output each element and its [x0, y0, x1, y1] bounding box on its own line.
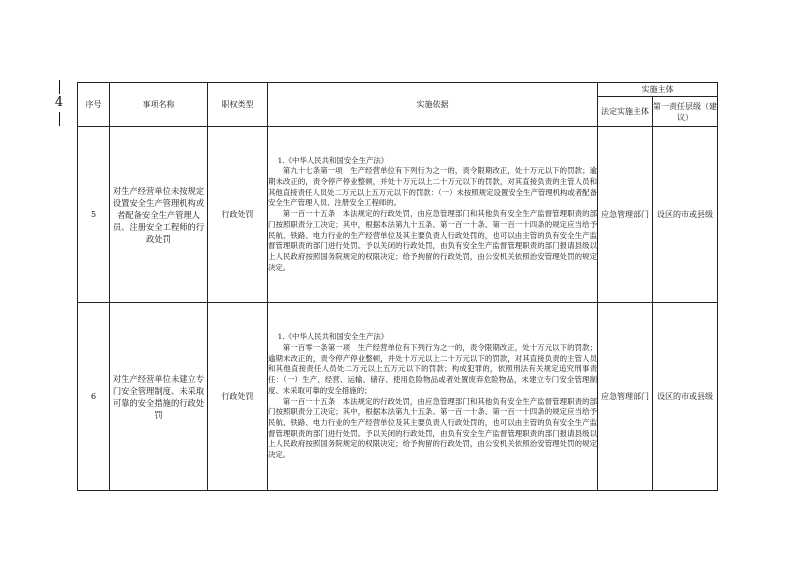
basis-paragraph: 第一百一十五条 本法规定的行政处罚，由应急管理部门和其他负有安全生产监督管理职责的部门按照职责分工决定；其中，根据本法第九十五条、第一百一十条、第一百一十四条的规定应当给予民航、铁路、电力行业的生产经营单位及其主要负责人行政处罚的，也可以由主管的负有安全生产监督管理职责的部门进行处罚。予以关闭的行政处罚，由负有安全生产监督管理职责的部门报请县级以上人民政府按照国务院规定的权限决定；给予拘留的行政处罚，由公安机关依照治安管理处罚的规定决定。	[268, 209, 597, 272]
authority-table	[77, 82, 718, 491]
row-authority-type: 行政处罚	[208, 303, 268, 491]
row-first-responsibility: 设区的市或县级	[653, 127, 718, 303]
page-number-dash-bottom	[59, 112, 60, 126]
row-authority-type: 行政处罚	[208, 127, 268, 303]
page-number-dash-top	[59, 80, 60, 94]
basis-paragraph: 第一百一十五条 本法规定的行政处罚，由应急管理部门和其他负有安全生产监督管理职责的部门按照职责分工决定；其中，根据本法第九十五条、第一百一十条、第一百一十四条的规定应当给予民航、铁路、电力行业的生产经营单位及其主要负责人行政处罚的，也可以由主管的负有安全生产监督管理职责的部门进行处罚。予以关闭的行政处罚，由负有安全生产监督管理职责的部门报请县级以上人民政府按照国务院规定的权限决定；给予拘留的行政处罚，由公安机关依照治安管理处罚的规定决定。	[268, 396, 597, 460]
row-seq: 6	[78, 303, 110, 491]
page-number-marker	[50, 78, 68, 128]
table-row	[78, 303, 718, 491]
row-first-responsibility: 设区的市或县级	[653, 303, 718, 491]
row-item-name: 对生产经营单位未按规定设置安全生产管理机构或者配备安全生产管理人员、注册安全工程师的行政处罚	[110, 127, 208, 303]
row-legal-subject: 应急管理部门	[598, 127, 653, 303]
row-legal-subject: 应急管理部门	[598, 303, 653, 491]
basis-law-title: 1.《中华人民共和国安全生产法》	[277, 332, 389, 342]
header-seq: 序号	[78, 83, 110, 127]
header-subject-group: 实施主体	[598, 83, 718, 97]
header-authority-type: 职权类型	[208, 83, 268, 127]
row-basis	[268, 127, 598, 303]
basis-law-title: 1.《中华人民共和国安全生产法》	[277, 155, 389, 165]
row-seq: 5	[78, 127, 110, 303]
page-number: 4	[54, 95, 64, 110]
row-item-name: 对生产经营单位未建立专门安全管理制度、未采取可靠的安全措施的行政处罚	[110, 303, 208, 491]
row-basis	[268, 303, 598, 491]
header-item-name: 事项名称	[110, 83, 208, 127]
header-basis: 实施依据	[268, 83, 598, 127]
header-first-responsibility: 第一责任层级（建议）	[653, 97, 718, 127]
table-row	[78, 127, 718, 303]
basis-paragraph: 第一百零一条第一项 生产经营单位有下列行为之一的，责令限期改正，处十万元以下的罚款；逾期未改正的，责令停产停业整顿，并处十万元以上二十万元以下的罚款，对其直接负责的主管人员和其他直接责任人员处二万元以上五万元以下的罚款；构成犯罪的，依照刑法有关规定追究刑事责任：（一）生产、经营、运输、储存、使用危险物品或者处置废弃危险物品，未建立专门安全管理制度、未采取可靠的安全措施的；	[268, 342, 597, 395]
basis-paragraph: 第九十七条第一项 生产经营单位有下列行为之一的，责令限期改正，处十万元以下的罚款；逾期未改正的，责令停产停业整顿，并处十万元以上二十万元以下的罚款，对其直接负责的主管人员和其他直接责任人员处二万元以上五万元以下的罚款：（一）未按照规定设置安全生产管理机构或者配备安全生产管理人员、注册安全工程师的。	[268, 166, 597, 208]
header-legal-subject: 法定实施主体	[598, 97, 653, 127]
